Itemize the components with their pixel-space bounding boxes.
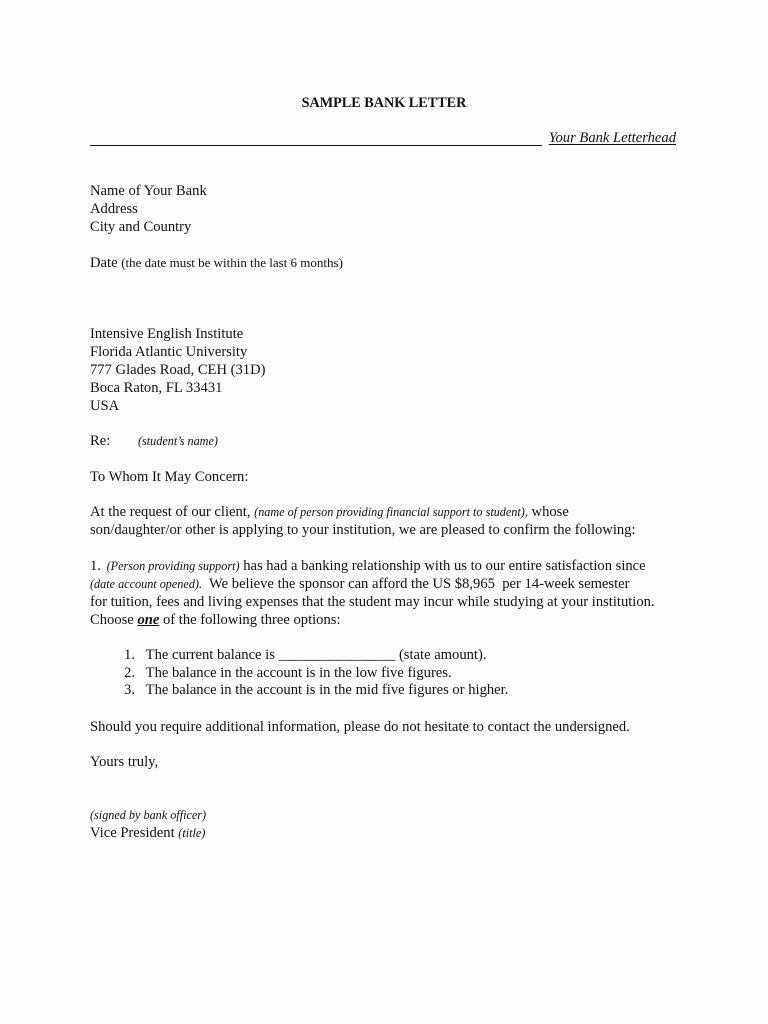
signer-role: Vice President <box>90 825 175 841</box>
paragraph-request-line2: son/daughter/or other is applying to your institution, we are pleased to confirm the following: <box>90 522 636 538</box>
salutation-text: To Whom It May Concern: <box>90 469 249 485</box>
date-label: Date <box>90 255 118 271</box>
bank-address-block <box>90 182 207 236</box>
date-note: (the date must be within the last 6 months) <box>121 255 343 270</box>
option-text: The balance in the account is in the mid five figures or higher. <box>145 682 509 698</box>
choose-text-start: Choose <box>90 612 138 628</box>
re-label: Re: <box>90 433 111 449</box>
expenses-text: for tuition, fees and living expenses that the student may incur while studying at your institution. <box>90 594 655 610</box>
recipient-line: Boca Raton, FL 33431 <box>90 380 223 396</box>
affordability-text: We believe the sponsor can afford the US $8,965 per 14-week semester <box>202 576 630 592</box>
re-student-name: (student’s name) <box>137 434 218 448</box>
paragraph-request <box>90 503 636 539</box>
relationship-text: has had a banking relationship with us to our entire satisfaction since <box>239 558 646 574</box>
bank-city-country: City and Country <box>90 219 192 235</box>
recipient-address-block <box>90 325 266 415</box>
recipient-line: Florida Atlantic University <box>90 344 248 360</box>
signature-block <box>90 806 206 842</box>
signed-by-note: (signed by bank officer) <box>90 808 207 822</box>
sign-off-text: Yours truly, <box>90 754 159 770</box>
bank-address: Address <box>90 201 138 217</box>
sign-off <box>90 753 158 771</box>
signer-role-note: (title) <box>178 826 206 840</box>
re-line <box>90 432 218 450</box>
paragraph-request-italic: (name of person providing financial support to student), <box>254 505 528 519</box>
paragraph-relationship <box>90 557 655 629</box>
date-opened-placeholder: (date account opened). <box>90 577 203 591</box>
option-number: 1. <box>124 647 135 663</box>
option-item <box>90 681 508 699</box>
paragraph-request-end: whose <box>527 504 569 520</box>
option-text: The balance in the account is in the low five figures. <box>145 664 452 681</box>
recipient-line: Intensive English Institute <box>90 326 244 342</box>
option-text: The current balance is ________________ (state amount). <box>145 647 487 663</box>
option-item <box>90 664 508 682</box>
option-number: 3. <box>124 682 135 698</box>
options-list <box>90 646 508 699</box>
recipient-line: 777 Glades Road, CEH (31D) <box>90 362 266 378</box>
choose-text-end: of the following three options: <box>159 612 341 628</box>
letterhead-row <box>90 129 676 147</box>
letterhead-rule <box>90 145 542 146</box>
paragraph-number: 1. <box>90 558 101 574</box>
sponsor-placeholder: (Person providing support) <box>106 559 240 573</box>
closing-paragraph <box>90 718 630 736</box>
paragraph-request-start: At the request of our client, <box>90 504 255 520</box>
letterhead-label: Your Bank Letterhead <box>548 130 676 146</box>
document-title: SAMPLE BANK LETTER <box>301 95 467 111</box>
salutation <box>90 468 248 486</box>
date-line <box>90 254 343 272</box>
choose-emphasis: one <box>137 612 160 628</box>
closing-text: Should you require additional information, please do not hesitate to contact the undersigned. <box>90 719 630 735</box>
bank-name: Name of Your Bank <box>90 183 207 199</box>
option-item <box>90 646 508 664</box>
option-number: 2. <box>124 664 135 681</box>
recipient-line: USA <box>90 398 120 414</box>
